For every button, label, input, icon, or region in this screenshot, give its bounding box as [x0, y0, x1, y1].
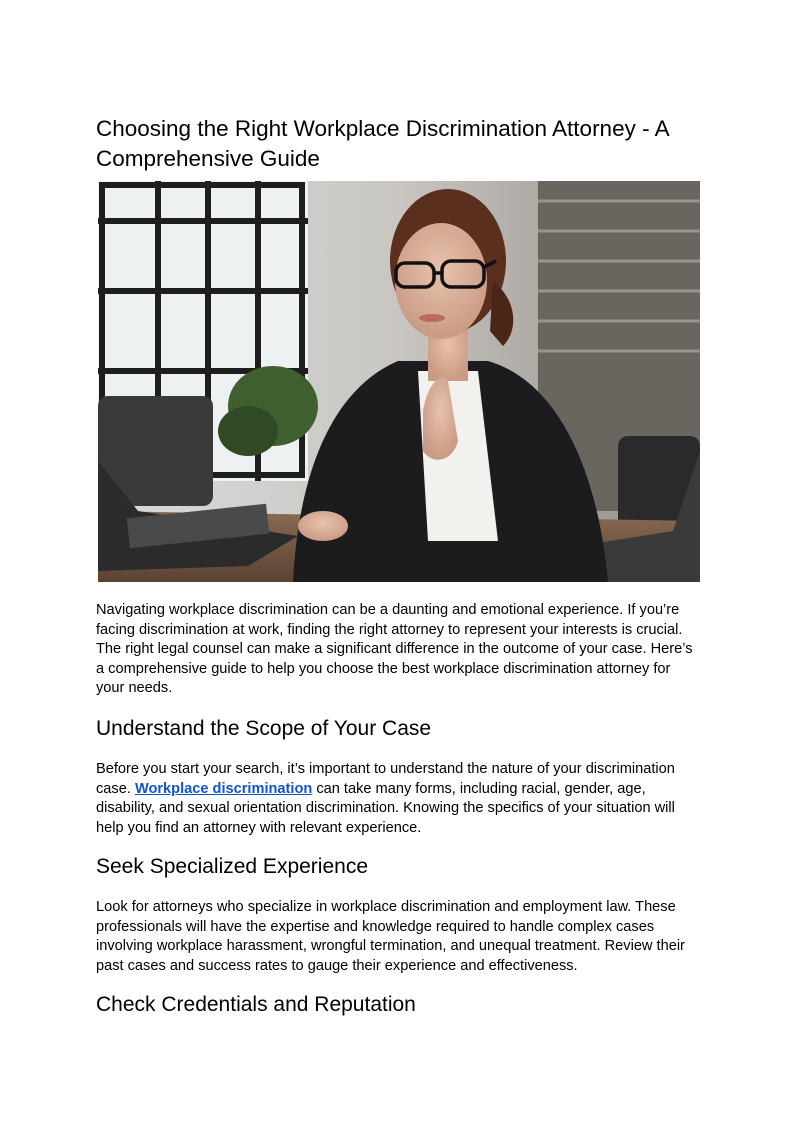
page-title: Choosing the Right Workplace Discrimination Attorney - A Comprehensive Guide	[96, 116, 669, 171]
attorney-photo	[98, 181, 700, 582]
section-heading-scope: Understand the Scope of Your Case	[96, 717, 432, 740]
section-heading-credentials: Check Credentials and Reputation	[96, 993, 416, 1016]
scope-text-after: can take many forms, including racial, gender, age, disability, and sexual orientation discrimination. Knowing the specifics of your situation will help you find an attorney with relevant experience.	[96, 780, 675, 836]
experience-paragraph: Look for attorneys who specialize in workplace discrimination and employment law. These professionals will have the expertise and knowledge required to handle complex cases involving workplace harassment, wrongful termination, and unequal treatment. Review their past cases and success rates to gauge their experience and effectiveness.	[96, 899, 685, 974]
workplace-discrimination-link[interactable]: Workplace discrimination	[134, 780, 313, 797]
section-heading-experience: Seek Specialized Experience	[96, 855, 368, 878]
intro-paragraph: Navigating workplace discrimination can be a daunting and emotional experience. If you’re facing discrimination at work, finding the right attorney to represent your interests is crucial. The right legal counsel can make a significant difference in the outcome of your case. Here’s a comprehensive guide to help you choose the best workplace discrimination attorney for your needs.	[96, 602, 693, 697]
scope-paragraph	[96, 760, 700, 838]
scope-text-before: Before you start your search, it’s important to understand the nature of your discrimination case.	[96, 761, 675, 797]
